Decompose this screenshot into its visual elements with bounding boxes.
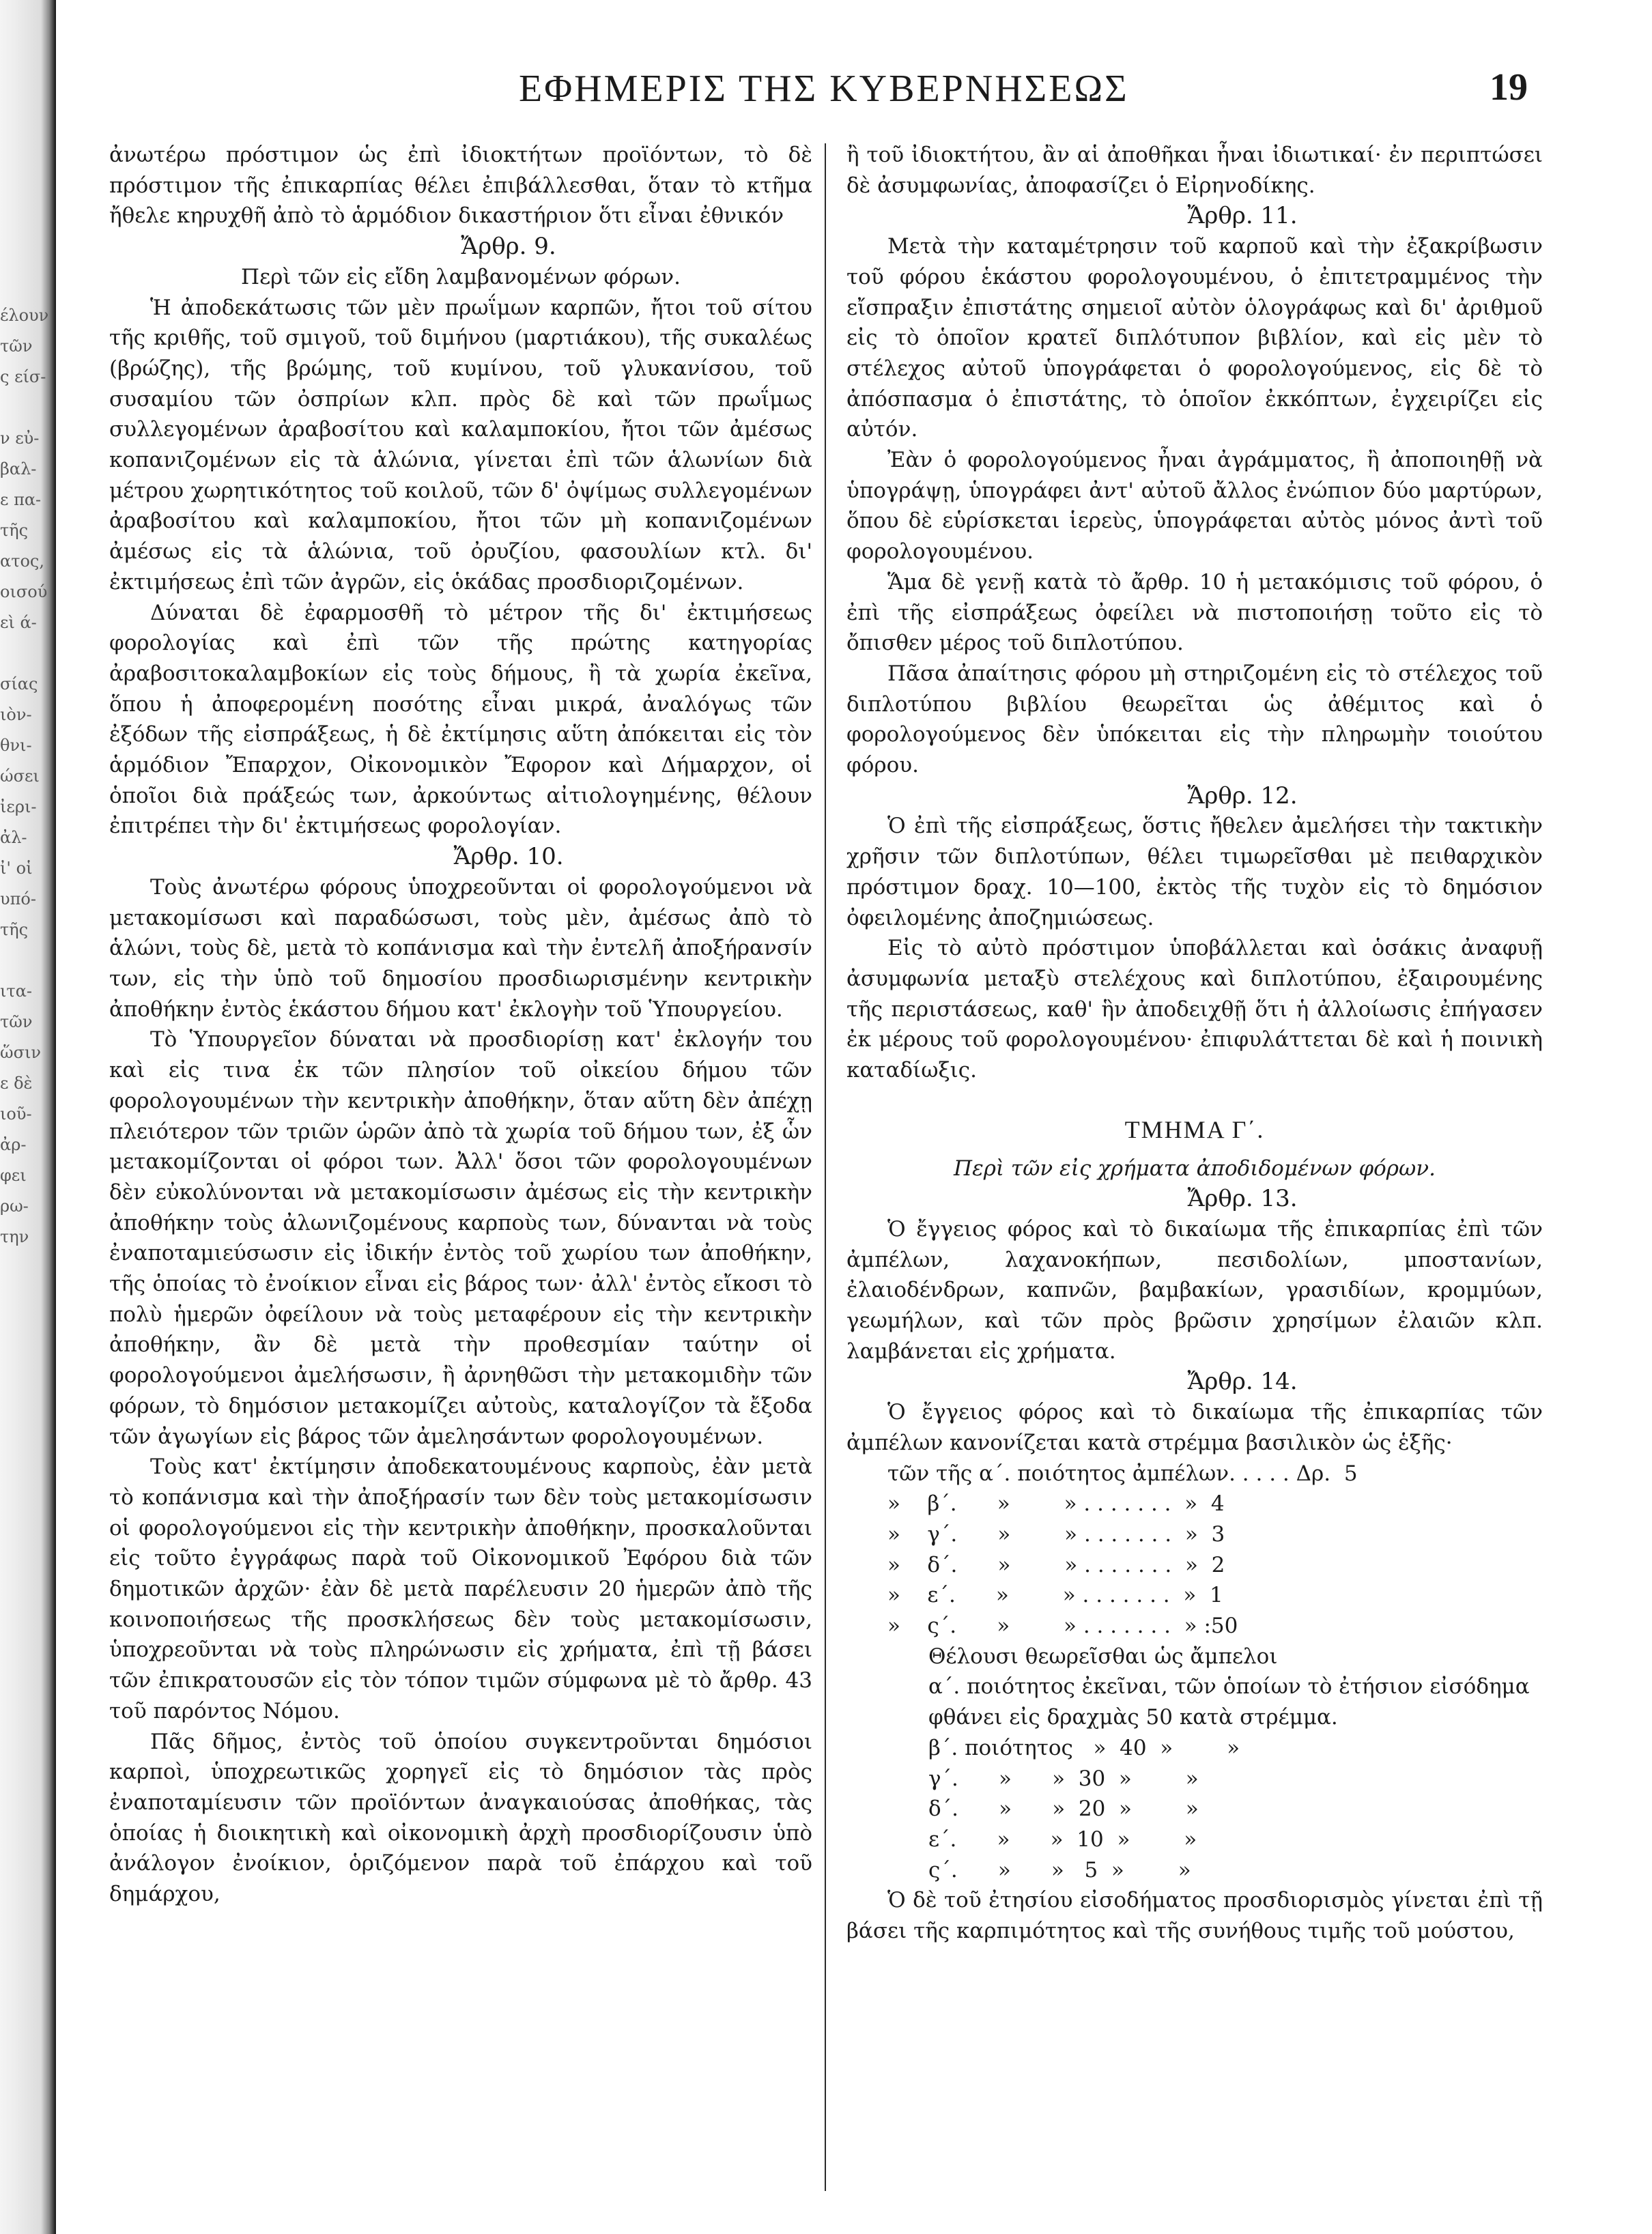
column-divider: [825, 143, 826, 2191]
paragraph: α΄. ποιότητος ἐκεῖναι, τῶν ὁποίων τὸ ἐτήσιον εἰσόδημα: [928, 1674, 1530, 1700]
table-row: ς΄. » » 5 » »: [928, 1857, 1191, 1882]
paragraph: Τοὺς κατ' ἐκτίμησιν ἀποδεκατουμένους καρποὺς, ἐὰν μετὰ τὸ κοπάνισμα καὶ τὴν ἀποξήρασίν των δὲν τοὺς μετακομίσωσιν οἱ φορολογούμενοι εἰς τὴν κεντρικὴν ἀποθήκην, προσκαλοῦνται εἰς τοῦτο ἐγγράφως παρὰ τοῦ Οἰκονομικοῦ Ἐφόρου διὰ τῶν δημοτικῶν ἀρχῶν· ἐὰν δὲ μετὰ παρέλευσιν 20 ἡμερῶν ἀπὸ τῆς κοινοποιήσεως τῆς προσκλήσεως δὲν τοὺς μετακομίσωσιν, ὑποχρεοῦνται νὰ τοὺς πληρώνωσιν εἰς χρήματα, ἐπὶ τῇ βάσει τῶν ἐπικρατουσῶν εἰς τὸν τόπον τιμῶν σύμφωνα μὲ τὸ ἄρθρ. 43 τοῦ παρόντος Νόμου.: [109, 1455, 812, 1723]
fragment-line: έλουν: [0, 306, 49, 325]
paragraph: ἀνωτέρω πρόστιμον ὡς ἐπὶ ἰδιοκτήτων προϊόντων, τὸ δὲ πρόστιμον τῆς ἐπικαρπίας θέλει ἐπιβάλλεσθαι, ὅταν τὸ κτῆμα ἤθελε κηρυχθῆ ἀπὸ τὸ ἁρμόδιον δικαστήριον ὅτι εἶναι ἐθνικόν: [109, 143, 812, 229]
paragraph: φθάνει εἰς δραχμὰς 50 κατὰ στρέμμα.: [928, 1705, 1338, 1730]
fragment-line: [0, 945, 41, 976]
paragraph: Τοὺς ἀνωτέρω φόρους ὑποχρεοῦνται οἱ φορολογούμενοι νὰ μετακομίσωσι καὶ παραδώσωσι, τοὺς μὲν, ἀμέσως ἀπὸ τὸ ἁλώνι, τοὺς δὲ, μετὰ τὸ κοπάνισμα καὶ τὴν ἐντελῆ ἀποξήρανσίν των, εἰς τὴν ὑπὸ τοῦ δημοσίου προσδιωρισμένην κεντρικὴν ἀποθήκην ἐντὸς ἑκάστου δήμου κατ' ἐκλογὴν τοῦ Ὑπουργείου.: [109, 874, 812, 1022]
table-row: γ΄. » » 30 » »: [928, 1766, 1199, 1791]
paragraph: Μετὰ τὴν καταμέτρησιν τοῦ καρποῦ καὶ τὴν ἐξακρίβωσιν τοῦ φόρου ἑκάστου φορολογουμένου, ὁ ἐπιτετραμμένος τὴν εἴσπραξιν ἐπιστάτης σημειοῖ αὐτὸν ὁλογράφως καὶ δι' ἀριθμοῦ εἰς τὸ ὁποῖον κρατεῖ διπλότυπον βιβλίον, καὶ εἰς μὲν τὸ στέλεχος αὐτοῦ ὑπογράφεται ὁ φορολογούμενος, εἰς δὲ τὸ ἀπόσπασμα ὁ ἐπιστάτης, τὸ ὁποῖον ἐκκόπτων, ἐγχειρίζει εἰς αὐτόν.: [846, 234, 1543, 442]
section-title: Περὶ τῶν εἰς χρήματα ἀποδιδομένων φόρων.: [954, 1156, 1436, 1181]
article-10-heading: Ἄρθρ. 10.: [453, 843, 564, 871]
article-11-heading: Ἄρθρ. 11.: [1187, 202, 1298, 230]
paragraph: Ὁ ἔγγειος φόρος καὶ τὸ δικαίωμα τῆς ἐπικαρπίας τῶν ἀμπέλων κανονίζεται κατὰ στρέμμα βασιλικὸν ὡς ἑξῆς·: [846, 1400, 1543, 1455]
fragment-line: υπό-: [0, 889, 36, 908]
journal-title: ΕΦΗΜΕΡΙΣ ΤΗΣ ΚΥΒΕΡΝΗΣΕΩΣ: [519, 68, 1129, 110]
table-row: δ΄. » » 20 » »: [928, 1796, 1199, 1822]
paragraph: Ἐὰν ὁ φορολογούμενος ἦναι ἀγράμματος, ἢ ἀποποιηθῇ νὰ ὑπογράψῃ, ὑπογράφει ἀντ' αὐτοῦ ἄλλος ἐνώπιον δύο μαρτύρων, ὅπου δὲ εὑρίσκεται ἱερεὺς, ὑπογράφεται αὐτὸς μόνος ἀντὶ τοῦ φορολογουμένου.: [846, 448, 1543, 564]
paragraph: ἢ τοῦ ἰδιοκτήτου, ἂν αἱ ἀποθῆκαι ἦναι ἰδιωτικαί· ἐν περιπτώσει δὲ ἀσυμφωνίας, ἀποφασίζει ὁ Εἰρηνοδίκης.: [846, 143, 1543, 198]
previous-page-column-fragment: [0, 300, 49, 1252]
fragment-line: φει: [0, 1166, 27, 1185]
fragment-line: ὥσιν: [0, 1043, 41, 1062]
fragment-line: ε δὲ: [0, 1074, 33, 1093]
page-header: [56, 60, 1652, 115]
paragraph: Θέλουσι θεωρεῖσθαι ὡς ἄμπελοι: [928, 1644, 1278, 1669]
right-column: [846, 140, 1543, 1947]
fragment-line: ἀλ-: [0, 828, 27, 847]
fragment-line: ε πα-: [0, 490, 42, 509]
fragment-line: ἰ' οἱ: [0, 859, 33, 878]
article-9-title: Περὶ τῶν εἰς εἴδη λαμβανομένων φόρων.: [241, 264, 681, 289]
fragment-line: εὶ ά-: [0, 613, 37, 632]
article-12-heading: Ἄρθρ. 12.: [1187, 782, 1298, 810]
fragment-line: ιτα-: [0, 982, 33, 1001]
fragment-line: ώσει: [0, 767, 40, 786]
section-heading: ΤΜΗΜΑ Γ΄.: [1124, 1115, 1265, 1143]
fragment-line: τῶν: [0, 1012, 33, 1031]
fragment-line: τῆς: [0, 521, 29, 540]
table-row: ε΄. » » 10 » »: [928, 1827, 1197, 1852]
fragment-line: ς είσ-: [0, 367, 46, 386]
fragment-line: [0, 392, 41, 423]
table-row: » ς΄. » » . . . . . . . » :50: [887, 1614, 1238, 1639]
paragraph: Δύναται δὲ ἐφαρμοσθῆ τὸ μέτρον τῆς δι' ἐκτιμήσεως φορολογίας καὶ ἐπὶ τῶν τῆς πρώτης κατηγορίας ἀραβοσιτοκαλαμβοκίων εἰς τοὺς δήμους, ἢ τὰ χωρία ἐκεῖνα, ὅπου ἡ ἀποφερομένη ποσότης εἶναι μικρά, ἀναλόγως τῶν ἐξόδων τῆς εἰσπράξεως, ἡ δὲ ἐκτίμησις αὕτη ἀπόκειται εἰς τὸν ἁρμόδιον Ἔπαρχον, Οἰκονομικὸν Ἔφορον καὶ Δήμαρχον, οἱ ὁποῖοι διὰ πράξεώς των, ἀρκούντως αἰτιολογημένης, θέλουν ἐπιτρέπει τὴν δι' ἐκτιμήσεως φορολογίαν.: [109, 600, 812, 839]
fragment-line: ρω-: [0, 1197, 29, 1216]
paragraph: Ὁ ἐπὶ τῆς εἰσπράξεως, ὅστις ἤθελεν ἀμελήσει τὴν τακτικὴν χρῆσιν τῶν διπλοτύπων, θέλει τιμωρεῖσθαι μὲ πειθαρχικὸν πρόστιμον δραχ. 10—100, ἐκτὸς τῆς τυχὸν εἰς τὸ δημόσιον ὀφειλομένης ἀποζημιώσεως.: [846, 814, 1543, 930]
paragraph: Πᾶσα ἀπαίτησις φόρου μὴ στηριζομένη εἰς τὸ στέλεχος τοῦ διπλοτύπου βιβλίου θεωρεῖται ὡς ἀθέμιτος καὶ ὁ φορολογούμενος δὲν ὑπόκειται εἰς τὴν πληρωμὴν τοιούτου φόρου.: [846, 661, 1543, 778]
fragment-line: ιοῦ-: [0, 1104, 32, 1123]
table-row: » δ΄. » » . . . . . . . » 2: [887, 1552, 1225, 1577]
left-column: [109, 140, 812, 1910]
table-row: » ε΄. » » . . . . . . . » 1: [887, 1583, 1223, 1608]
table-row: » β΄. » » . . . . . . . » 4: [887, 1491, 1225, 1517]
article-9-heading: Ἄρθρ. 9.: [461, 233, 556, 261]
fragment-line: ἰερι-: [0, 797, 37, 816]
article-13-heading: Ἄρθρ. 13.: [1187, 1185, 1298, 1213]
table-row: » γ΄. » » . . . . . . . » 3: [887, 1521, 1225, 1547]
fragment-line: ν εὐ-: [0, 429, 40, 448]
paragraph: Τὸ Ὑπουργεῖον δύναται νὰ προσδιορίσῃ κατ' ἐκλογήν του καὶ εἰς τινα ἐκ τῶν πλησίον τοῦ οἰκείου δήμου τῶν φορολογουμένων τὴν κεντρικὴν ἀποθήκην, ὅταν αὕτη δὲν ἀπέχῃ πλειότερον τῶν τριῶν ὡρῶν ἀπὸ τὰ χωρία τοῦ δήμου των, ἐξ ὧν μετακομίζονται οἱ φόροι των. Ἀλλ' ὅσοι τῶν φορολογουμένων δὲν εὐκολύνονται νὰ μετακομίσωσιν ἀμέσως εἰς τὴν κεντρικὴν ἀποθήκην τοὺς ἀλωνιζομένους καρποὺς των, δύνανται νὰ τοὺς ἐναποταμιεύσωσιν εἰς ἰδικήν ἐντὸς τοῦ χωρίου των ἀποθήκην, τῆς ὁποίας τὸ ἐνοίκιον εἶναι εἰς βάρος των· ἀλλ' ἐντὸς εἴκοσι τὸ πολὺ ἡμερῶν ὀφείλουν νὰ τοὺς μεταφέρουν εἰς τὴν κεντρικὴν ἀποθήκην, ἂν δὲ μετὰ τὴν προθεσμίαν ταύτην οἱ φορολογούμενοι ἀμελήσωσιν, ἢ ἀρνηθῶσι τὴν μετακομιδὴν τῶν φόρων, τὸ δημόσιον μετακομίζει αὐτοὺς, καταλογίζον τὰ ἔξοδα τῶν ἀγωγίων εἰς βάρος τῶν ἀμελησάντων φορολογουμένων.: [109, 1027, 812, 1449]
article-14-heading: Ἄρθρ. 14.: [1187, 1368, 1298, 1396]
fragment-line: ἀρ-: [0, 1135, 27, 1154]
page-number: 19: [1490, 66, 1528, 109]
vineyard-income-table: [846, 1733, 1543, 1886]
fragment-line: την: [0, 1227, 29, 1246]
paragraph: Ὁ δὲ τοῦ ἐτησίου εἰσοδήματος προσδιορισμὸς γίνεται ἐπὶ τῇ βάσει τῆς καρπιμότητος καὶ τῆς συνήθους τιμῆς τοῦ μούστου,: [846, 1888, 1543, 1944]
fragment-line: ιὸν-: [0, 705, 32, 724]
paragraph: Ἡ ἀποδεκάτωσις τῶν μὲν πρωΐμων καρπῶν, ἤτοι τοῦ σίτου τῆς κριθῆς, τοῦ σμιγοῦ, τοῦ διμήνου (μαρτιάκου), τῆς συκαλέως (βρώζης), τῆς βρώμης, τοῦ κυμίνου, τοῦ γλυκανίσου, τοῦ συσαμίου τῶν ὀσπρίων κλπ. πρὸς δὲ καὶ τῶν πρωΐμως συλλεγομένων ἀραβοσίτου καὶ καλαμποκίου, ἤτοι τῶν ἀμέσως κοπανιζομένων εἰς τὰ ἁλώνια, γίνεται ἐπὶ τῶν ἁλωνίων διὰ μέτρου χωρητικότητος τοῦ κοιλοῦ, τῶν δ' ὀψίμως συλλεγομένων ἀραβοσίτου καὶ καλαμποκίου, ἤτοι τῶν μὴ κοπανιζομένων ἀμέσως εἰς τὰ ἁλώνια, τοῦ ὀρυζίου, φασουλίων κτλ. δι' ἐκτιμήσεως ἐπὶ τῶν ἀγρῶν, εἰς ὁκάδας προσδιοριζομένων.: [109, 295, 812, 595]
fragment-line: τῶν: [0, 336, 33, 356]
fragment-line: οισού: [0, 582, 48, 601]
table-row: τῶν τῆς α΄. ποιότητος ἀμπέλων. . . . . Δρ. 5: [887, 1461, 1358, 1486]
paragraph: Ἅμα δὲ γενῇ κατὰ τὸ ἄρθρ. 10 ἡ μετακόμισις τοῦ φόρου, ὁ ἐπὶ τῆς εἰσπράξεως ὀφείλει νὰ πιστοποιήσῃ τοῦτο εἰς τὸ ὄπισθεν μέρος τοῦ διπλοτύπου.: [846, 569, 1543, 656]
table-row: β΄. ποιότητος » 40 » »: [928, 1735, 1240, 1760]
paragraph: Ὁ ἔγγειος φόρος καὶ τὸ δικαίωμα τῆς ἐπικαρπίας ἐπὶ τῶν ἀμπέλων, λαχανοκήπων, πεσιδολίων, μποστανίων, ἐλαιοδένδρων, καπνῶν, βαμβακίων, γρασιδίων, κρομμύων, γεωμήλων, καὶ τῶν πρὸς βρῶσιν χρησίμων ἐλαιῶν κλπ. λαμβάνεται εἰς χρήματα.: [846, 1216, 1543, 1364]
fragment-line: βαλ-: [0, 459, 37, 478]
paragraph: Πᾶς δῆμος, ἐντὸς τοῦ ὁποίου συγκεντροῦνται δημόσιοι καρποὶ, ὑποχρεωτικῶς χορηγεῖ εἰς τὸ δημόσιον τὰς πρὸς ἐναποταμίευσιν τῶν προϊόντων ἀναγκαιούσας ἀποθήκας, τὰς ὁποίας ἡ διοικητικὴ καὶ οἰκονομικὴ ἀρχὴ προσδιορίζουσιν ὑπὸ ἀνάλογον ἐνοίκιον, ὁριζόμενον παρὰ τοῦ ἐπάρχου καὶ τοῦ δημάρχου,: [109, 1729, 812, 1907]
fragment-line: ατος,: [0, 552, 45, 571]
vineyard-tax-table: [846, 1459, 1543, 1642]
paragraph: Εἰς τὸ αὐτὸ πρόστιμον ὑποβάλλεται καὶ ὁσάκις ἀναφυῇ ἀσυμφωνία μεταξὺ στελέχους καὶ διπλοτύπου, ἐξαιρουμένης τῆς περιστάσεως, καθ' ἣν ἀποδειχθῇ ὅτι ἡ ἀλλοίωσις ἐπήγασεν ἐκ μέρους τοῦ φορολογουμένου· ἐπιφυλάττεται δὲ καὶ ἡ ποινικὴ καταδίωξις.: [846, 936, 1543, 1083]
fragment-line: θνι-: [0, 736, 32, 755]
fragment-line: σίας: [0, 674, 38, 693]
fragment-line: τῆς: [0, 920, 29, 939]
fragment-line: [0, 638, 41, 669]
